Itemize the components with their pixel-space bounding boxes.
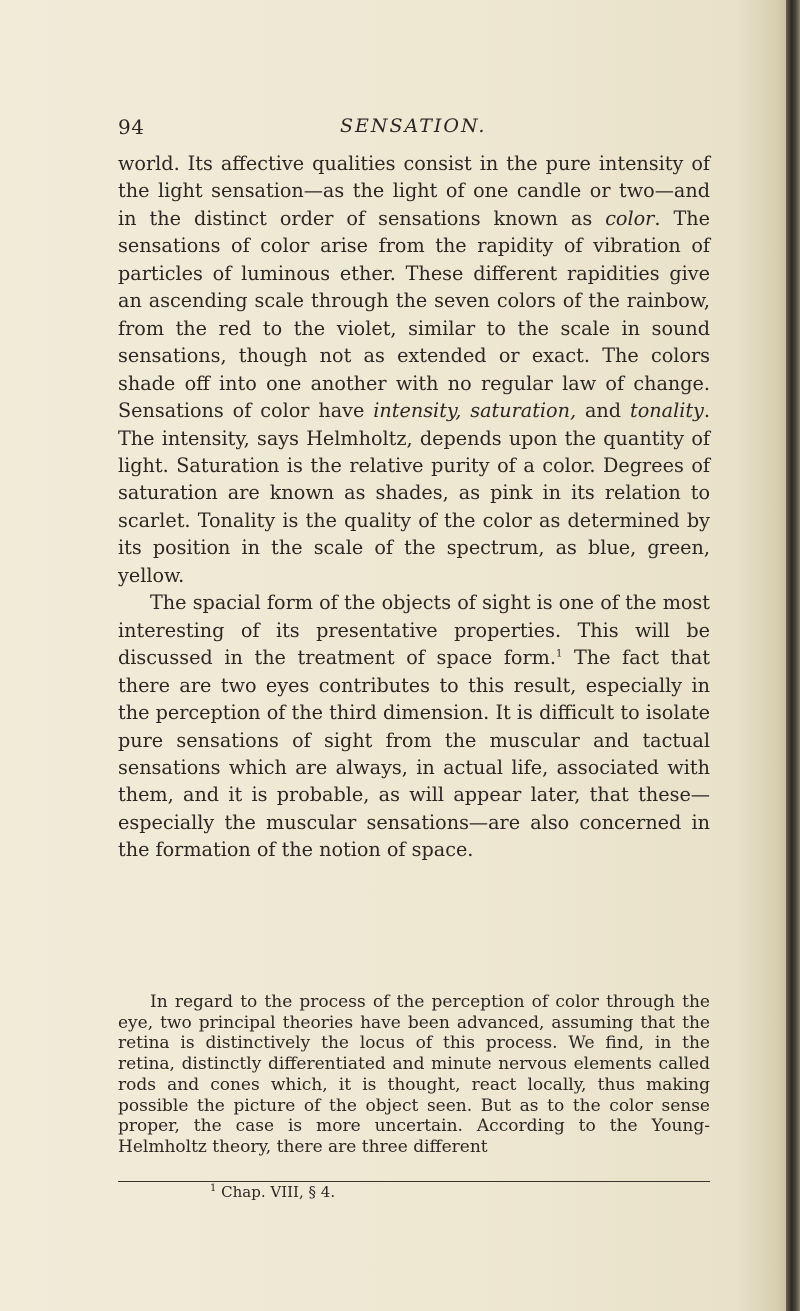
page-edge-shadow: [786, 0, 800, 1311]
paragraph-3-small: In regard to the process of the perception of color through the eye, two principal theories have been advanced, assuming that the retina is distinctively the locus of this process. We find, in the retina, distinctly differentiated and minute nervous elements called rods and cones which, it is thought, react locally, thus making possible the picture of the object seen. But as to the color sense proper, the case is more uncertain. According to the Young-Helmholtz theory, there are three different: [118, 992, 710, 1157]
main-text: [118, 150, 710, 864]
footnote: [210, 1183, 335, 1201]
footnote-text: Chap. VIII, § 4.: [216, 1183, 336, 1201]
text-run: and: [576, 399, 631, 423]
italic-term: tonality: [630, 399, 704, 423]
text-run: . The intensity, says Helmholtz, depends upon the quantity of light. Saturation is the relative purity of a color. Degrees of saturation are known as shades, as pink in its relation to scarlet. Tonality is the quality of the color as determined by its position in the scale of the spectrum, as blue, green, yellow.: [118, 399, 711, 587]
footnote-reference: 1: [555, 648, 563, 660]
italic-term: color: [605, 206, 655, 230]
running-head: SENSATION.: [340, 115, 487, 137]
text-run: The spacial form of the objects of sight is one of the most interesting of its presentative properties. This will be discussed in the treatment of space form.: [118, 591, 710, 670]
footnote-rule: [118, 1181, 710, 1182]
footnote-marker: 1: [210, 1183, 217, 1194]
page-number: 94: [118, 115, 145, 139]
paragraph-2: [118, 589, 710, 864]
text-run: The fact that there are two eyes contributes to this result, especially in the perception of the third dimension. It is difficult to isolate pure sensations of sight from the muscular and tactual sensations which are always, in actual life, associated with them, and it is probable, as will appear later, that these—especially the muscular sensations—are also concerned in the formation of the notion of space.: [118, 646, 710, 862]
text-run: . The sensations of color arise from the rapidity of vibration of particles of luminous ether. These different rapidities give an ascending scale through the seven colors of the rainbow, from the red to the violet, similar to the scale in sound sensations, though not as extended or exact. The colors shade off into one another with no regular law of change. Sensations of color have: [118, 206, 710, 423]
text-run: world. Its affective qualities consist in the pure intensity of the light sensation—as the light of one candle or two—and in the distinct order of sensations known as: [118, 152, 710, 230]
page-header: [118, 115, 710, 145]
paragraph-1: [118, 152, 710, 587]
italic-term: intensity, saturation,: [373, 399, 577, 423]
